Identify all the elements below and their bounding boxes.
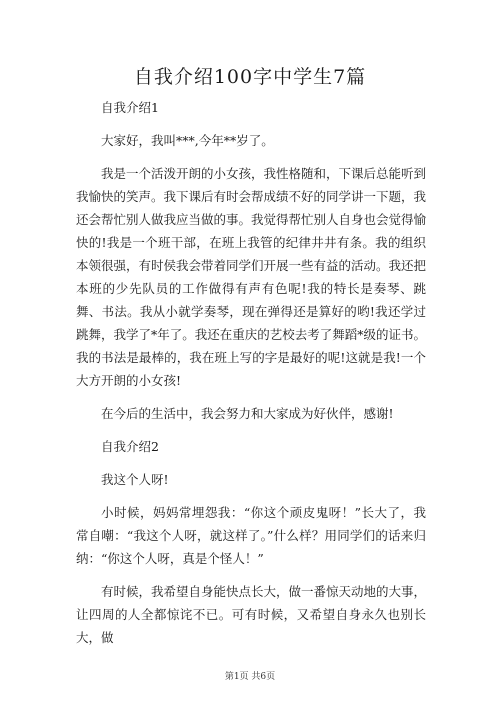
- paragraph: 我这个人呀!: [101, 472, 169, 487]
- paragraph: 小时候，妈妈常埋怨我：“你这个顽皮鬼呀！”长大了，我常自嘲：“我这个人呀，就这样了。”什么样？用同学们的话来归纳：“你这个人呀，真是个怪人！”: [76, 505, 426, 566]
- document-title: 自我介绍100字中学生7篇: [133, 66, 367, 88]
- section-heading: 自我介绍1: [101, 100, 159, 115]
- paragraph: 有时候，我希望自身能快点长大，做一番惊天动地的大事，让四周的人全都惊诧不已。可有时候，又希望自身永久也别长大，做: [76, 584, 427, 645]
- document-body: [76, 96, 426, 649]
- paragraph: 在今后的生活中，我会努力和大家成为好伙伴，感谢!: [101, 406, 394, 421]
- paragraph: 大家好，我叫***,今年**岁了。: [101, 133, 274, 148]
- page-footer: 第1页 共6页: [224, 672, 276, 682]
- paragraph: 我是一个活泼开朗的小女孩，我性格随和，下课后总能听到我愉快的笑声。我下课后有时会帮成绩不好的同学讲一下题，我还会帮忙别人做我应当做的事。我觉得帮忙别人自身也会觉得愉快的!我是一个班干部，在班上我管的纪律井井有条。我的组织本领很强，有时侯我会带着同学们开展一些有益的活动。我还把本班的少先队员的工作做得有声有色呢!我的特长是奏琴、跳舞、书法。我从小就学奏琴，现在弹得还是算好的哟!我还学过跳舞，我学了*年了。我还在重庆的艺校去考了舞蹈*级的证书。我的书法是最棒的，我在班上写的字是最好的呢!这就是我!一个大方开朗的小女孩!: [76, 166, 427, 388]
- section-heading: 自我介绍2: [101, 439, 159, 454]
